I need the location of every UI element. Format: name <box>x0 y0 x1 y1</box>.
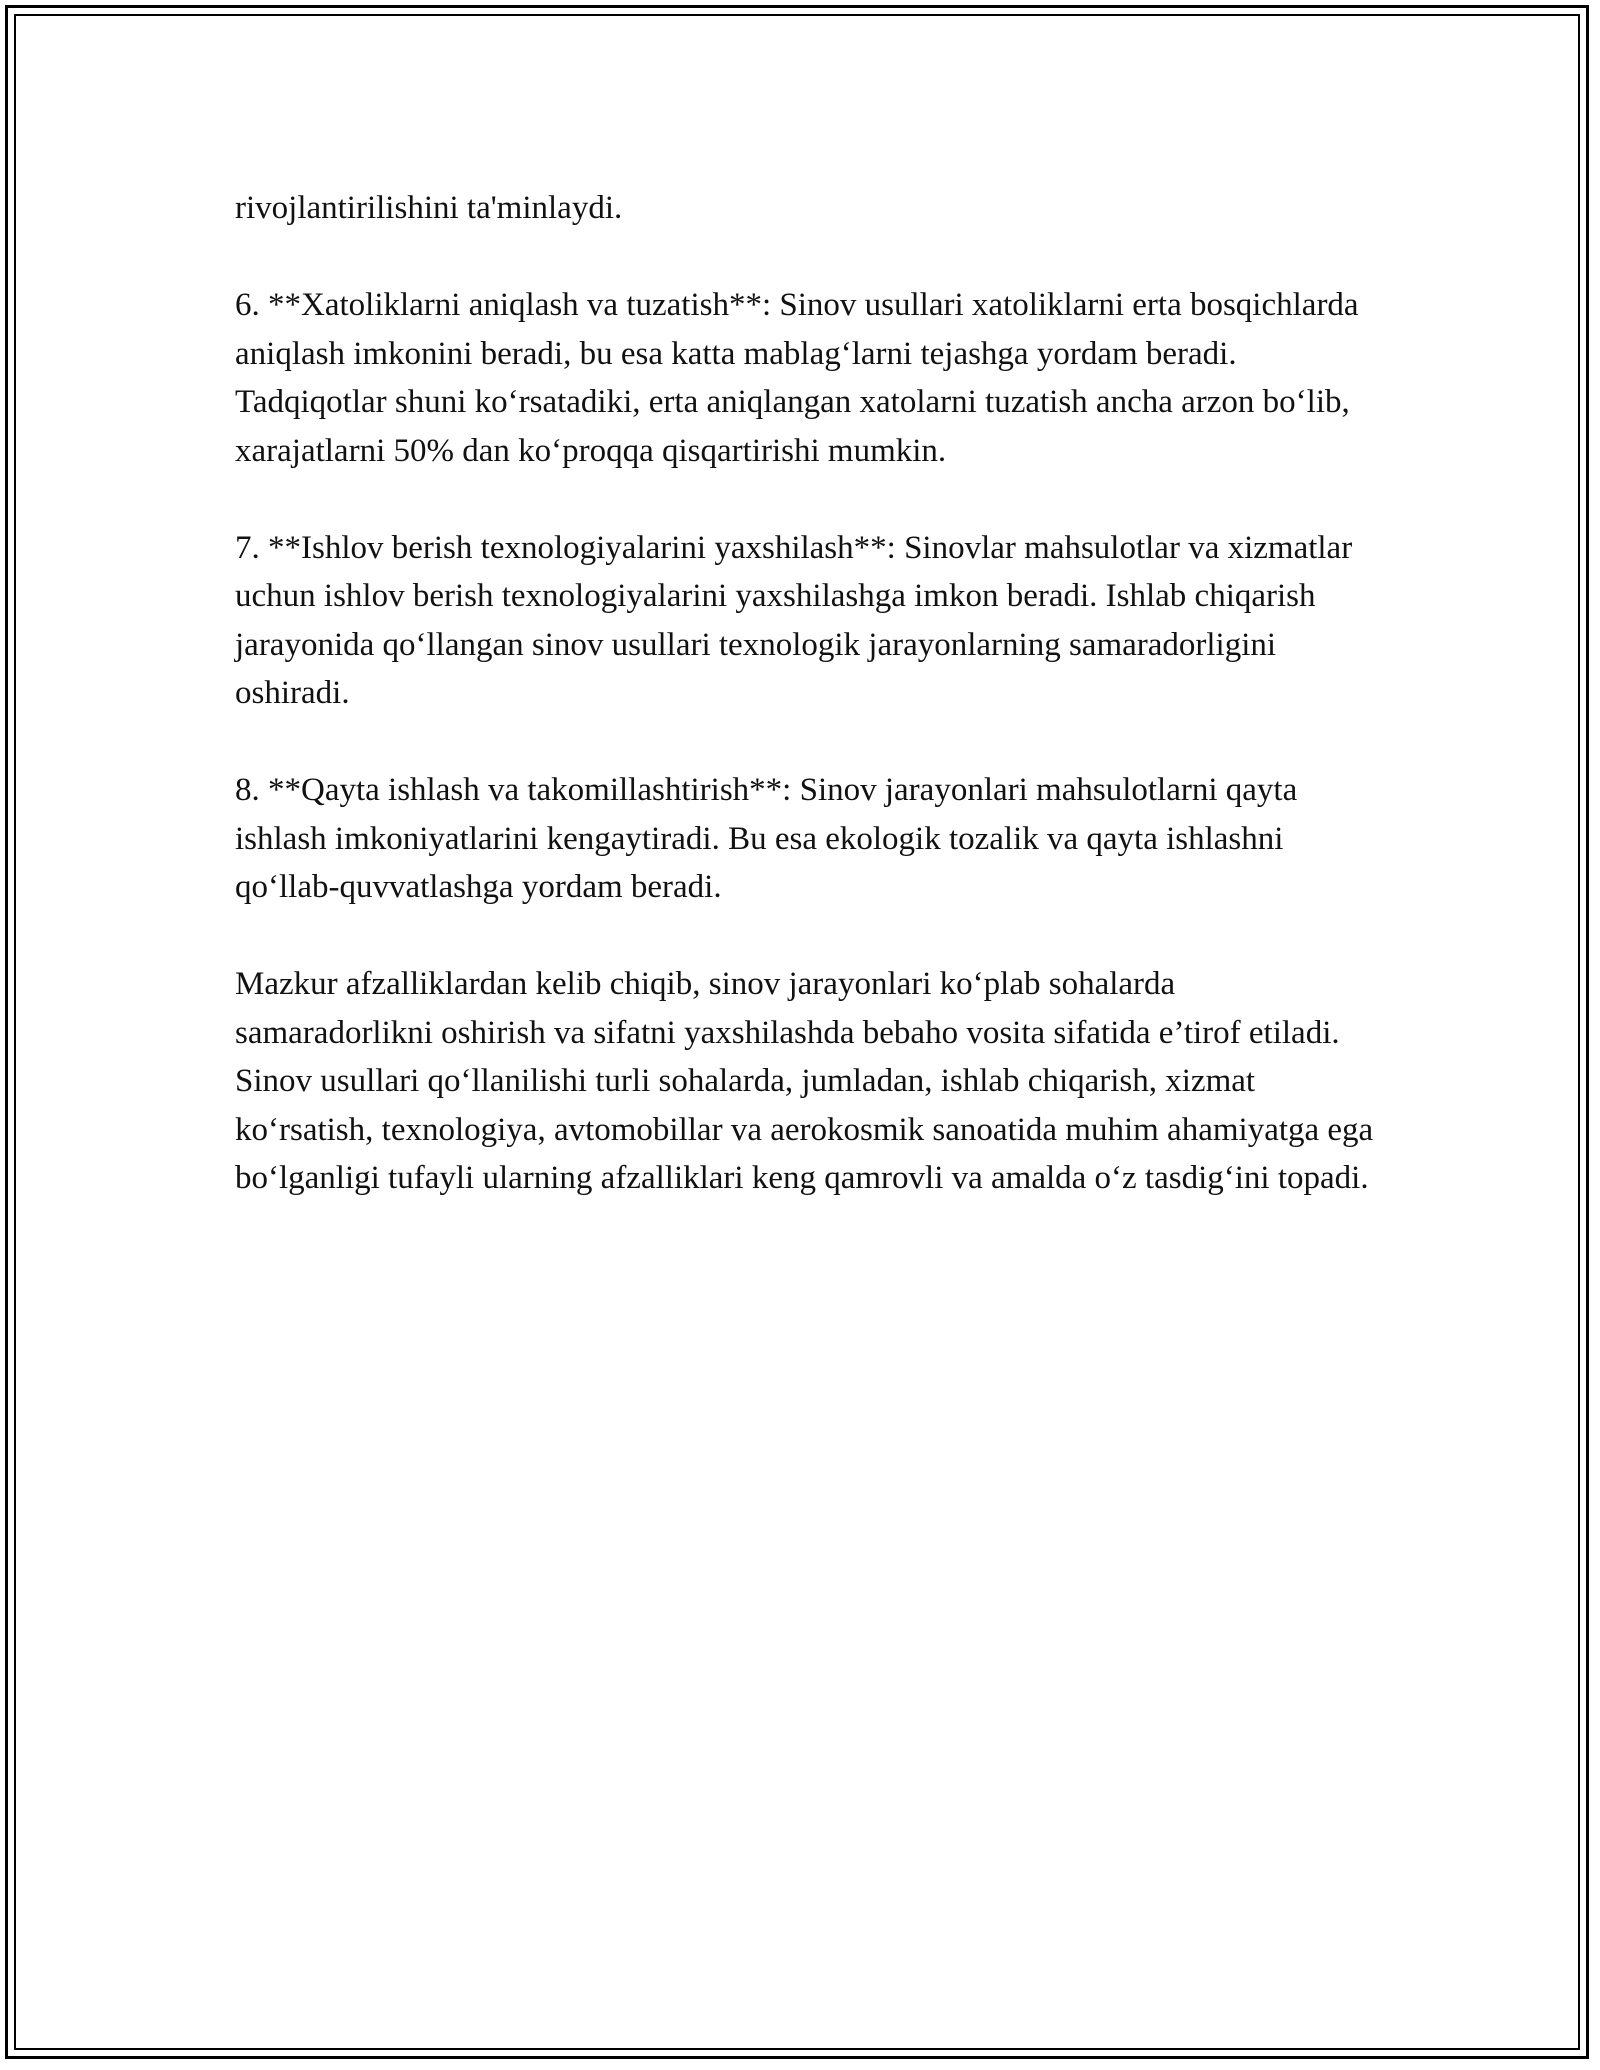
paragraph-item-7: 7. **Ishlov berish texnologiyalarini yaxshilash**: Sinovlar mahsulotlar va xizmatlar uchun ishlov berish texnologiyalarini yaxshilashga imkon beradi. Ishlab chiqarish jarayonida qo‘llangan sinov usullari texnologik jarayonlarning samaradorligini oshiradi. <box>235 529 1353 711</box>
paragraph-continuation: rivojlantirilishini ta'minlaydi. <box>235 190 623 226</box>
document-body <box>235 184 1375 1203</box>
paragraph-item-8: 8. **Qayta ishlash va takomillashtirish**: Sinov jarayonlari mahsulotlarni qayta ishlash imkoniyatlarini kengaytiradi. Bu esa ekologik tozalik va qayta ishlashni qo‘llab-quvvatlashga yordam beradi. <box>235 772 1298 905</box>
paragraph-conclusion: Mazkur afzalliklardan kelib chiqib, sinov jarayonlari ko‘plab sohalarda samaradorlikni oshirish va sifatni yaxshilashda bebaho vosita sifatida e’tirof etiladi. Sinov usullari qo‘llanilishi turli sohalarda, jumladan, ishlab chiqarish, xizmat ko‘rsatish, texnologiya, avtomobillar va aerokosmik sanoatida muhim ahamiyatga ega bo‘lganligi tufayli ularning afzalliklari keng qamrovli va amalda o‘z tasdig‘ini topadi. <box>235 966 1374 1196</box>
paragraph-item-6: 6. **Xatoliklarni aniqlash va tuzatish**: Sinov usullari xatoliklarni erta bosqichlarda aniqlash imkonini beradi, bu esa katta mablag‘larni tejashga yordam beradi. Tadqiqotlar shuni ko‘rsatadiki, erta aniqlangan xatolarni tuzatish ancha arzon bo‘lib, xarajatlarni 50% dan ko‘proqqa qisqartirishi mumkin. <box>235 287 1359 469</box>
